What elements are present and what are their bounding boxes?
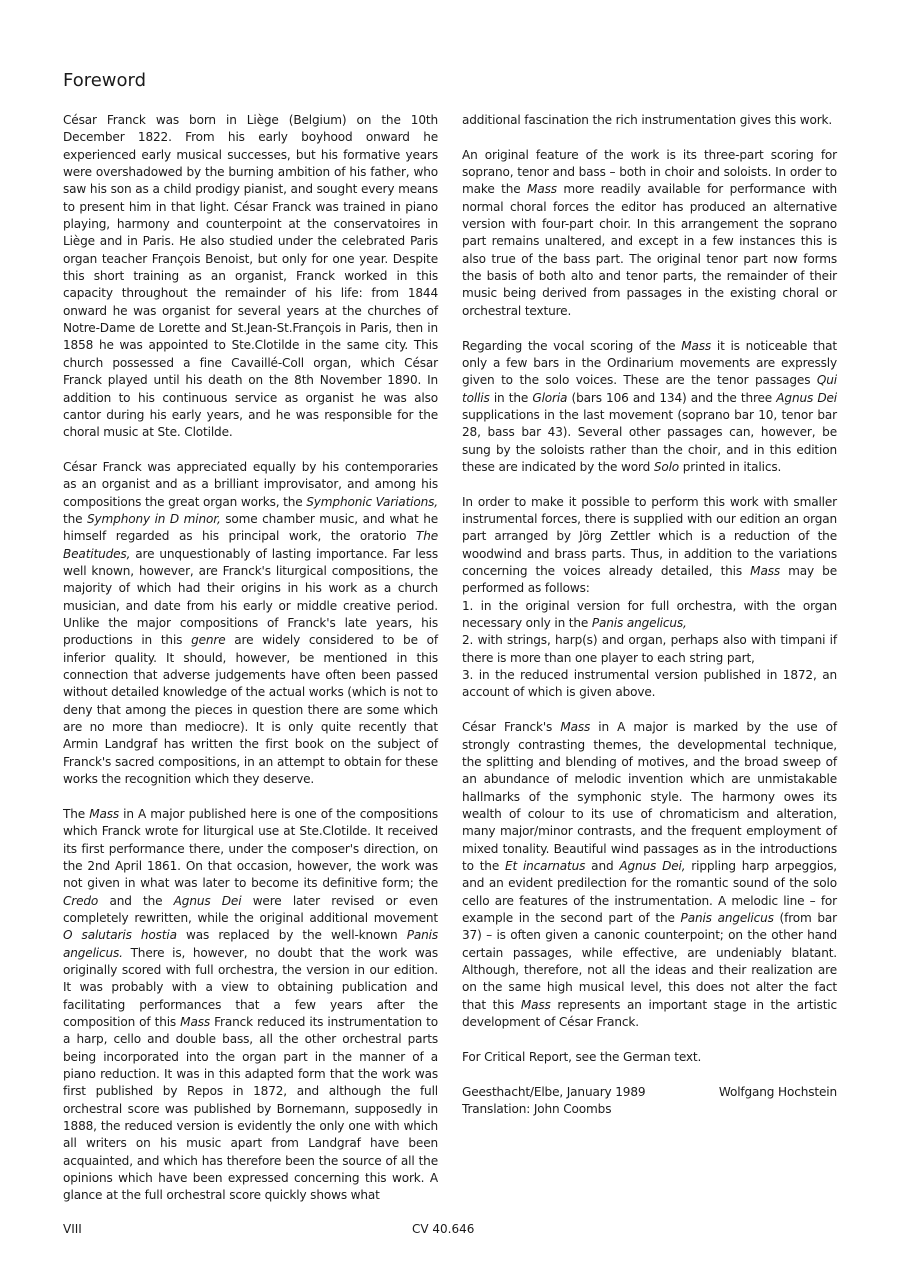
paragraph-biography: César Franck was born in Liège (Belgium) on the 10th December 1822. From his early boyhood onward he experienced early musical successes, but his formative years were overshadowed by the burning ambition of his father, who saw his son as a child prodigy pianist, and sought every means to present him in that light. César Franck was trained in piano playing, harmony and counterpoint at the conservatoires in Liège and in Paris. He also studied under the celebrated Paris organ teacher François Benoist, but only for one year. Despite this short training as an organist, Franck worked in this capacity throughout the remainder of his life: from 1844 onward he was organist for several years at the churches of Notre-Dame de Lorette and St.Jean-St.François in Paris, then in 1858 he was appointed to Ste.Clotilde in the same city. This church possessed a fine Cavaillé-Coll organ, which César Franck played until his death on the 8th November 1890. In addition to his continuous service as organist he was also cantor during his early years, and he was responsible for the choral music at Ste. Clotilde.	[63, 113, 438, 440]
author-name: Wolfgang Hochstein	[718, 1084, 837, 1099]
left-column	[63, 112, 438, 1205]
catalog-number: CV 40.646	[412, 1222, 475, 1236]
right-column	[462, 112, 837, 1118]
paragraph-critical-report: For Critical Report, see the German text.	[462, 1049, 702, 1064]
paragraph-vocal-scoring: Regarding the vocal scoring of the Mass it is noticeable that only a few bars in the Ordinarium movements are expressly given to the solo voices. These are the tenor passages Qui tollis in the Gloria (bars 106 and 134) and the three Agnus Dei supplications in the last movement (soprano bar 10, tenor bar 28, bass bar 43). Several other passages can, however, be sung by the soloists rather than the choir, and in this edition these are indicated by the word Solo printed in italics.	[462, 338, 837, 474]
paragraph-mass-history: The Mass in A major published here is one of the compositions which Franck wrote for liturgical use at Ste.Clotilde. It received its first performance there, under the composer's direction, on the 2nd April 1861. On that occasion, however, the work was not given in what was later to become its definitive form; the Credo and the Agnus Dei were later revised or even completely rewritten, while the original additional movement O salutaris hostia was replaced by the well-known Panis angelicus. There is, however, no doubt that the work was originally scored with full orchestra, the version in our edition. It was probably with a view to obtaining publication and facilitating performances that a few years after the composition of this Mass Franck reduced its instrumentation to a harp, cello and double bass, all the other orchestral parts being incorporated into the organ part in the manner of a piano reduction. It was in this adapted form that the work was first published by Repos in 1872, and although the full orchestral score was published by Bornemann, supposedly in 1888, the reduced version is evidently the only one with which all writers on his music apart from Landgraf have been acquainted, and which has therefore been the source of all the opinions which have been expressed concerning this work. A glance at the full orchestral score quickly shows what	[63, 806, 438, 1203]
page-title: Foreword	[63, 70, 147, 92]
place-date: Geesthacht/Elbe, January 1989	[462, 1084, 646, 1099]
paragraph-reputation: César Franck was appreciated equally by his contemporaries as an organist and as a brilliant improvisator, and among his compositions the great organ works, the Symphonic Variations, the Symphony in D minor, some chamber music, and what he himself regarded as his principal work, the oratorio The Beatitudes, are unquestionably of lasting importance. Far less well known, however, are Franck's liturgical compositions, the majority of which had their origins in his work as a church musician, and date from his early or middle creative period. Unlike the major compositions of Franck's late years, his productions in this genre are widely considered to be of inferior quality. It should, however, be mentioned in this connection that adverse judgements have often been passed without detailed knowledge of the actual works (which is not to deny that among the pieces in question there are some which are no more than mediocre). It is only quite recently that Armin Landgraf has written the first book on the subject of Franck's sacred compositions, in an attempt to obtain for these works the recognition which they deserve.	[63, 459, 438, 787]
option-item-1: 1. in the original version for full orchestra, with the organ necessary only in the Panis angelicus,	[462, 598, 837, 631]
paragraph-style: César Franck's Mass in A major is marked by the use of strongly contrasting themes, the developmental technique, the splitting and blending of motives, and the broad sweep of an abundance of melodic invention which are unmistakable hallmarks of the symphonic style. The harmony owes its wealth of colour to its use of chromaticism and alteration, many major/minor contrasts, and the frequent employment of mixed tonality. Beautiful wind passages as in the introductions to the Et incarnatus and Agnus Dei, rippling harp arpeggios, and an evident predilection for the romantic sound of the solo cello are features of the instrumentation. A melodic line – for example in the second part of the Panis angelicus (from bar 37) – is often given a canonic counterpoint; on the other hand certain passages, while effective, are undeniably blatant. Although, therefore, not all the ideas and their realization are on the same high musical level, this does not alter the fact that this Mass represents an important stage in the artistic development of César Franck.	[462, 720, 838, 1030]
option-item-2: 2. with strings, harp(s) and organ, perhaps also with timpani if there is more than one player to each string part,	[462, 633, 837, 665]
translator: Translation: John Coombs	[462, 1101, 612, 1116]
option-item-3: 3. in the reduced instrumental version published in 1872, an account of which is given above.	[462, 668, 837, 700]
signature-row	[462, 1084, 837, 1101]
paragraph-continuation: additional fascination the rich instrumentation gives this work.	[462, 113, 833, 127]
page-number: VIII	[63, 1222, 82, 1236]
paragraph-scoring: An original feature of the work is its three-part scoring for soprano, tenor and bass – both in choir and soloists. In order to make the Mass more readily available for performance with normal choral forces the editor has produced an alternative version with four-part choir. In this arrangement the soprano part remains unaltered, and except in a few instances this is also true of the bass part. The original tenor part now forms the basis of both alto and tenor parts, the remainder of their music being derived from passages in the existing choral or orchestral texture.	[462, 147, 838, 318]
paragraph-performance-options: In order to make it possible to perform this work with smaller instrumental forces, there is supplied with our edition an organ part arranged by Jörg Zettler which is a reduction of the woodwind and brass parts. Thus, in addition to the variations concerning the voices already detailed, this Mass may be performed as follows: 1. in the original version for full orchestra, with the organ necessary only in the Panis angelicus, 2. with strings, harp(s) and organ, perhaps also with timpani if there is more than one player to each string part, 3. in the reduced instrumental version published in 1872, an account of which is given above.	[462, 494, 837, 700]
